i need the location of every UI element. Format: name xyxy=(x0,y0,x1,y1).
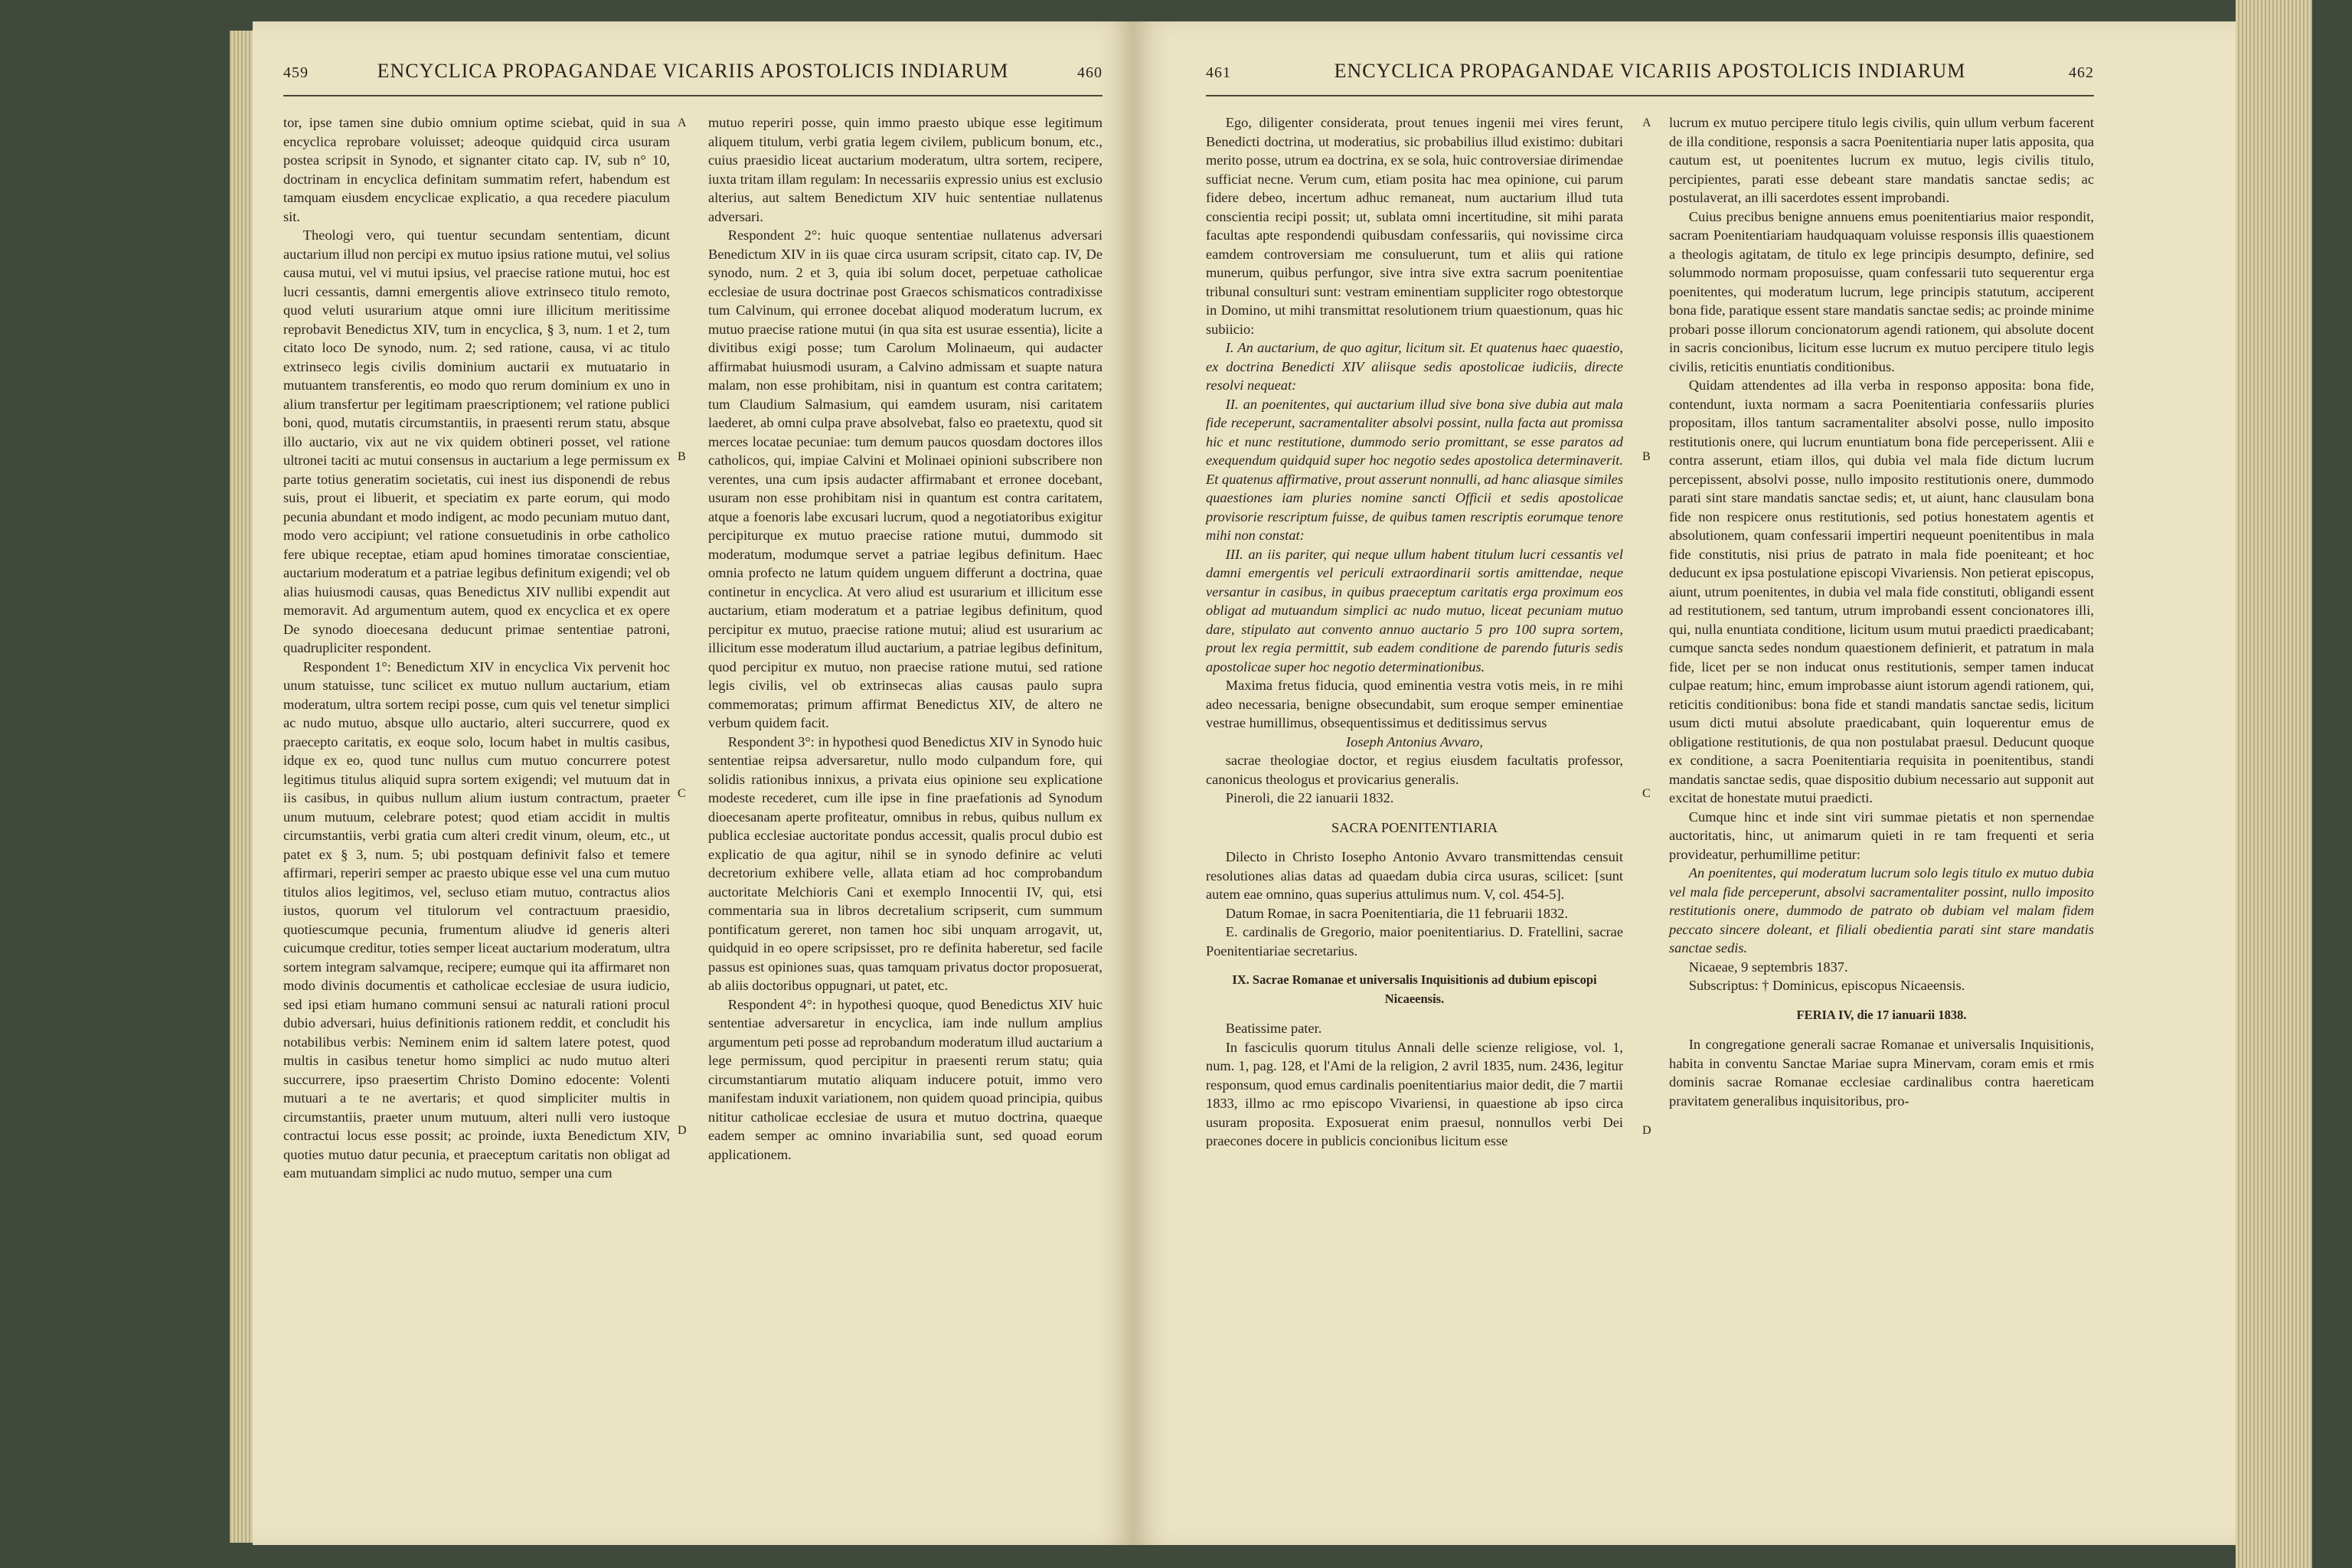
paragraph: Beatissime pater. xyxy=(1225,1021,1322,1036)
paragraph: Quidam attendentes ad illa verba in responso apposita: bona fide, contendunt, iuxta normam a sacra Poenitentiaria confessariis pluries propositam, illos tantum sacramentaliter absolvi posse, nullo imposito restitutionis onere, qui lucrum enuntiatum bona fide perceperissent. Alii e contra asserunt, etiam illos, qui dubia vel mala fide dictum lucrum percepissent, absolvi posse, nullo imposito restitutionis onere, dummodo parati sint stare mandatis sanctae sedis; et, ut aiunt, hanc clausulam bona fide non respicere onus restitutionis, sed potius honestatem agentis et absolutionem, quam confessarii impertiri nequeunt poenitentibus in mala fide constitutis, nisi prius de patrato in mala fide poeniteant; et hoc deducunt ex ipsa postulatione episcopi Vivariensis. Non petierat episcopus, aiunt, utrum poenitentes, in dubia vel mala fide constituti, obligandi essent ad restitutionem, sed tantum, utrum improbandi essent concionatores illi, qui, nulla enuntiata conditione, licitum usum mutui praedicti praedicabant; cumque sancta sedes nondum quaestionem definierit, et patratum in mala fide, licet per se non inducat onus restitutionis, semper tamen inducat culpae reatum; hinc, emum improbasse aiunt istorum agendi rationem, qui, reticitis conditionibus: bona fide et standi mandatis sanctae sedis, licitum usum dicti mutui absolute praedicabant, quin loquerentur emus de obligatione restitutionis, de qua non postulabat praesul. Deducunt quoque ex conditione, a sacra Poenitentiaria requisita in poenitentibus, standi mandatis sanctae sedis, quae dispositio dubium necessario aut supponit aut excitat de honestate mutui praedicti. xyxy=(1669,377,2094,805)
book-edge-left xyxy=(230,31,253,1543)
paragraph: In congregatione generali sacrae Romanae et universalis Inquisitionis, habita in conventu Sanctae Mariae supra Minervam, coram emis et rmis dominis sacrae Romanae ecclesiae cardinalibus contra haereticam pravitatem generalibus inquisitoribus, pro- xyxy=(1669,1037,2094,1109)
left-page-header xyxy=(283,49,1102,96)
paragraph: Theologi vero, qui tuentur secundam sententiam, dicunt auctarium illud non percipi ex mutuo ipsius ratione mutui, vel solius causa mutui, vel vi mutui ipsius, vel praecise ratione mutui, hoc est lucri cessantis, damni emergentis aliove extrinseco titulo remoto, quod veluti usurarium atque omni iure illicitum meritissime reprobavit Benedictus XIV, tum in encyclica, § 3, num. 1 et 2, tum citato loco De synodo, num. 2; sed ratione, causa, vi ac titulo extrinseco legis civilis dominium auctarii ex mutuatario in mutuantem transferentis, eo modo quo rerum dominium ex uno in alium transfertur per legitimam praescriptionem; vel ratione publici boni, quod, mutatis circumstantiis, in praesenti rerum statu, absque illo auctario, vix aut ne vix quidem obtineri posset, vel ratione ultronei taciti ac mutui consensus in auctarium a lege permissum ex parte totius generatim societatis, cui inest ius disponendi de rebus suis, prout ei libuerit, et speciatim ex parte eorum, qui modo pecunia abundant et modo indigent, ac modo pecuniam mutuo dant, modo vero accipiunt; vel ratione consuetudinis in orbe catholico fere ubique receptae, etiam apud homines timoratae conscientiae, auctarium moderatum et a patriae legibus definitum exigendi; vel ob alias huiusmodi causas, quas Benedictus XIV nullibi expendit aut memoravit. Ad argumentum autem, quod ex encyclica et ex opere De synodo dioecesana deducunt primae sententiae patroni, quadrupliciter respondent. xyxy=(283,227,670,655)
text-column xyxy=(1206,113,1623,1151)
margin-letter: C xyxy=(678,787,686,800)
paragraph: lucrum ex mutuo percipere titulo legis civilis, quin ullum verbum facerent de illa conditione, responsis a sacra Poenitentiaria nuper latis apposita, qua cautum est, ut poenitentes lucrum ex mutuo, legis civilis titulo, percipientes, parati esse debeant stare mandatis sanctae sedis; ac postulaverat, an illi sacerdotes essent improbandi. xyxy=(1669,115,2094,205)
paragraph: Cuius precibus benigne annuens emus poenitentiarius maior respondit, sacram Poenitentiariam haudquaquam voluisse responsis illis quaestionem a theologis agitatam, de titulo ex lege principis desumpto, definire, sed solummodo normam proposuisse, quam confessarii tuto sequerentur erga poenitentes, qui moderatum lucrum, lege principis statutum, acciperent bona fide, paratique essent stare mandatis sanctae sedis; ac proinde minime probari posse illorum concionatorum agendi rationem, qui absolute docent in sacris concionibus, licitum esse lucrum ex mutuo percipere titulo legis civilis, reticitis enuntiatis conditionibus. xyxy=(1669,208,2094,374)
paragraph: Respondent 4°: in hypothesi quoque, quod Benedictus XIV huic sententiae adversaretur in encyclica, iam inde nullum amplius argumentum peti posse ad reprobandum moderatum illud auctarium a lege permissum, quod percipitur in praesenti rerum statu; quia circumstantiarum mutatio aliquam inducere potuit, immo vero manifestam induxit variationem, non quidem quoad principia, quibus nititur catholicae ecclesiae de usura et mutuo doctrina, quaeque eadem semper ac omnino invariabilia sunt, sed quoad eorum applicationem. xyxy=(708,996,1102,1162)
margin-letter: A xyxy=(678,116,687,129)
paragraph: E. cardinalis de Gregorio, maior poenitentiarius. D. Fratellini, sacrae Poenitentiariae secretarius. xyxy=(1206,924,1623,959)
signer-title: sacrae theologiae doctor, et regius eiusdem facultatis professor, canonicus theologus et provicarius generalis. xyxy=(1206,753,1623,787)
paragraph: Dilecto in Christo Iosepho Antonio Avvaro transmittendas censuit resolutiones alias datas ad quaedam dubia circa usuras, scilicet: [sunt autem eae omnino, quas superius attulimus num. V, col. 454-5]. xyxy=(1206,849,1623,902)
paragraph: Respondent 2°: huic quoque sententiae nullatenus adversari Benedictum XIV in iis quae circa usuram scripsit, citato cap. IV, De synodo, num. 2 et 3, quia ibi solum docet, perpetuae catholicae ecclesiae de usura doctrinae post Graecos schismaticos contradixisse tum Calvinum, qui erronee docebat aliquod moderatum lucrum, ex mutuo praecise ratione mutui (in qua sita est usurae essentia), licite a divitibus exigi posse; tum Carolum Molinaeum, qui audacter affirmabat huiusmodi usuram, a Calvino admissam et suapte natura malam, non esse prohibitam, nisi in quantum est contra caritatem; tum Claudium Salmasium, qui eamdem usuram, nisi caritatem laederet, ab omni culpa prave absolvebat, falso eo praetextu, quod sit merces locatae pecuniae: tum demum paucos quosdam doctores illos catholicos, qui, impiae Calvini et Molinaei opinioni subscribere non verentes, una cum ipsis audacter affirmabant et erronee docebant, usuram non esse prohibitam nisi in quantum est contra caritatem, atque a foenoris labe excusari lucrum, quod a negotiatoribus exigitur percipiturque ex mutuo praecise ratione mutui, dummodo sit moderatum, modumque servet a patriae legibus definitum. Haec omnia profecto ne latum quidem unguem differunt a doctrina, quae continetur in encyclica. At vero aliud est usurarium et illicitum esse auctarium, etiam moderatum et a patriae legibus definitum, quod percipitur ex mutuo, praecise ratione mutui; aliud est usurarium ac illicitum esse moderatum illud auctarium, a patriae legibus definitum, quod percipitur ex mutuo, non praecise ratione mutui, sed ratione legis civilis, vel ob extrinsecas alias causas paulo supra commemoratas; primum affirmat Benedictus XIV, de altero ne verbum quidem facit. xyxy=(708,227,1102,730)
question: II. an poenitentes, qui auctarium illud sive bona sive dubia aut mala fide receperunt, sacramentaliter absolvi possint, nulla facta aut promissa hic et nunc restitutione, dummodo serio promittant, se esse paratos ad exequendum quidquid super hoc negotio sedes apostolica determinaverit. Et quatenus affirmative, prout asserunt nonnulli, ad hanc aliasque similes quaestiones iam pluries nomine sancti Officii et sedis apostolicae provisorie rescriptum fuisse, de quibus tamen rescriptis eorumque tenore mihi non constat: xyxy=(1206,396,1623,543)
date-line: Pineroli, die 22 ianuarii 1832. xyxy=(1225,790,1394,805)
page-number: 459 xyxy=(283,64,309,81)
book-edge-right xyxy=(2236,0,2312,1568)
question: III. an iis pariter, qui neque ullum habent titulum lucri cessantis vel damni emergentis vel periculi extraordinarii sortis amittendae, neque versantur in casibus, in quibus praeceptum caritatis erga proximum eos obligat ad mutuandum simplici ac nudo mutuo, liceat pecuniam mutuo dare, stipulato aut convento annuo auctario 5 pro 100 supra sortem, prout lex regia permittit, sub eadem conditione de parendo futuris sedis apostolicae super hoc negotio determinationibus. xyxy=(1206,546,1623,675)
date-line: Nicaeae, 9 septembris 1837. xyxy=(1688,959,1848,975)
section-heading: SACRA POENITENTIARIA xyxy=(1331,819,1498,835)
paragraph: Respondent 3°: in hypothesi quod Benedictus XIV in Synodo huic sententiae reipsa adversaretur, nullo modo culpandum fore, qui solidis rationibus innixus, a privata eius opinione seu explicatione modeste recederet, cum ille ipse in fine praefationis ad Synodum dioecesanam aperte profiteatur, omnibus in rebus, quibus nullum ex publica ecclesiae auctoritate pondus accessit, qualis procul dubio est explicatio de qua agitur, nihil se in synodo definire ac veluti decretorium exhibere velle, allata etiam ad hoc comprobandum auctoritate Melchioris Cani et exemplo Innocentii IV, qui, etsi commentaria sua in libros decretalium scripserit, cum summum pontificatum gereret, non tamen hoc sibi unquam arrogavit, ut, quidquid in eo opere scripsisset, pro re definita haberetur, sed facile passus est opiniones suas, quas tamquam privatus doctor proposuerat, ab aliis doctoribus oppugnari, ut patet, etc. xyxy=(708,733,1102,993)
paragraph: tor, ipse tamen sine dubio omnium optime sciebat, quid in sua encyclica reprobare voluisset; adeoque quidquid circa usuram postea scripsit in Synodo, et signanter citato cap. IV, sub n° 10, doctrinam in encyclica definitam summatim refert, habendum est tamquam eiusdem encyclicae explicatio, a qua recedere piaculum sit. xyxy=(283,115,670,224)
paragraph: Cumque hinc et inde sint viri summae pietatis et non spernendae auctoritatis, hinc, ut animarum quieti in re tam frequenti et seria provideatur, perhumillime petitur: xyxy=(1669,808,2094,862)
subscription: Subscriptus: † Dominicus, episcopus Nicaeensis. xyxy=(1688,978,1965,993)
page-number: 460 xyxy=(1077,64,1102,81)
question: I. An auctarium, de quo agitur, licitum sit. Et quatenus haec quaestio, ex doctrina Benedicti XIV aliisque sedis apostolicae iudiciis, directe resolvi nequeat: xyxy=(1206,340,1623,393)
margin-letter: B xyxy=(1642,450,1651,463)
section-heading: FERIA IV, die 17 ianuarii 1838. xyxy=(1796,1007,1967,1022)
running-title: ENCYCLICA PROPAGANDAE VICARIIS APOSTOLICIS INDIARUM xyxy=(377,60,1009,82)
margin-letter: C xyxy=(1642,787,1651,800)
margin-letter: D xyxy=(1642,1124,1651,1137)
margin-letter: A xyxy=(1642,116,1651,129)
paragraph: mutuo reperiri posse, quin immo praesto ubique esse legitimum aliquem titulum, verbi gratia legem civilem, publicum bonum, etc., cuius praesidio liceat auctarium moderatum, ultra sortem, recipere, iuxta tritam illam regulam: In necessariis expressio unius est exclusio alterius, aut saltem Benedictum XIV huic sententiae nullatenus adversari. xyxy=(708,115,1102,224)
left-page xyxy=(253,21,1133,1545)
section-heading: IX. Sacrae Romanae et universalis Inquisitionis ad dubium episcopi Nicaeensis. xyxy=(1232,972,1597,1006)
margin-letter: B xyxy=(678,450,686,463)
right-page xyxy=(1133,21,2236,1545)
text-column xyxy=(1669,113,2094,1110)
text-column xyxy=(283,113,670,1183)
paragraph: In fasciculis quorum titulus Annali delle scienze religiose, vol. 1, num. 1, pag. 128, et l'Ami de la religion, 2 avril 1835, num. 2436, legitur responsum, quod emus cardinalis poenitentiarius maior dedit, die 7 martii 1833, illmo ac rmo episcopo Vivariensi, in quaestione ab ipso circa usuram proposita. Exposuerat enim praesul, nonnullos verbi Dei praecones docere in publicis concionibus licitum esse xyxy=(1206,1039,1623,1148)
paragraph: Maxima fretus fiducia, quod eminentia vestra votis meis, in re mihi adeo necessaria, benigne obsecundabit, sum eroque semper eminentiae vestrae humillimus, obsequentissimus et deditissimus servus xyxy=(1206,678,1623,730)
signer-name: Ioseph Antonius Avvaro, xyxy=(1346,733,1483,750)
page-number: 462 xyxy=(2069,64,2094,81)
paragraph: Ego, diligenter considerata, prout tenues ingenii mei vires ferunt, Benedicti doctrina, ut moderatius, sic probabilius illud existimo: dubitari merito posse, utrum ea doctrina, ex se sola, huic controversiae dirimendae sufficiat necne. Verum cum, etiam posita hac mea opinione, cui parum fidere debeo, incertum adhuc remaneat, num auctarium illud tuta conscientia recipi possit; ut, sublata omni incertitudine, sit mihi parata facultas apte respondendi quibusdam confessariis, qui novissime circa eamdem controversiam me consuluerunt, tum et aliis qui ratione munerum, quibus perfungor, sive intra sive extra sacrum poenitentiae tribunal consulturi sunt: vestram eminentiam suppliciter rogo obtestorque in Domino, ut mihi transmittat resolutionem trium quaestionum, quas hic subiicio: xyxy=(1206,115,1623,337)
right-page-header xyxy=(1206,49,2094,96)
running-title: ENCYCLICA PROPAGANDAE VICARIIS APOSTOLICIS INDIARUM xyxy=(1334,60,1966,82)
question: An poenitentes, qui moderatum lucrum solo legis titulo ex mutuo dubia vel mala fide perceperunt, absolvi sacramentaliter possint, nullo imposito restitutionis onere, dummodo de patrato ob dubiam vel malam fidem peccato sincere doleant, et filiali obedientia parati sint stare mandatis sanctae sedis. xyxy=(1669,865,2094,956)
page-number: 461 xyxy=(1206,64,1231,81)
paragraph: Respondent 1°: Benedictum XIV in encyclica Vix pervenit hoc unum statuisse, tunc scilicet ex mutuo nullum auctarium, etiam moderatum, ultra sortem recipi posse, cum quis vel tenetur simplici ac nudo mutuo, absque ullo auctario, alteri succurrere, quod ex praecepto caritatis, ex eoque solo, locum habet in multis casibus, idque ex eo, quod tunc nullus cum mutuo concurrere potest legitimus titulus aliquid supra sortem exigendi; vel mutuum dat in iis casibus, in quibus nullum alium iustum contractum, praeter unum mutuum, celebrare potest; quod etiam accidit in multis circumstantiis, verbi gratia cum alteri credit vinum, oleum, etc., ut patet ex § 3, num. 5; ubi postquam definivit falso et temere affirmari, reperiri semper ac praesto ubique esse vel una cum mutuo titulos alios legitimos, vel, secluso etiam mutuo, contractus alios iustos, quorum vel titulorum vel contractuum praesidio, quotiescumque pecunia, frumentum aliudve id generis alteri cuicumque creditur, toties semper liceat auctarium moderatum, ultra sortem integram salvamque, recipere; eumque qui ita affirmaret non modo divinis documentis et catholicae ecclesiae de usura iudicio, sed ipsi etiam humano communi sensui ac naturali rationi procul dubio adversari, huius definitionis rationem reddit, et concludit his notabilibus verbis: Neminem enim id saltem latere potest, quod multis in casibus tenetur homo simplici ac nudo mutuo alteri succurrere, ipso praesertim Christo Domino edocente: Volenti mutuari a te ne avertaris; et quod simpliciter multis in circumstantiis, praeter unum mutuum, alteri nulli vero iustoque contractui locus esse possit; ac proinde, iuxta Benedictum XIV, quoties mutuo datur pecunia, et praeceptum caritatis non obligat ad eam mutuandam simplici ac nudo mutuo, semper una cum xyxy=(283,658,670,1181)
text-column xyxy=(708,113,1102,1164)
paragraph: Datum Romae, in sacra Poenitentiaria, die 11 februarii 1832. xyxy=(1225,905,1568,921)
margin-letter: D xyxy=(678,1124,687,1137)
